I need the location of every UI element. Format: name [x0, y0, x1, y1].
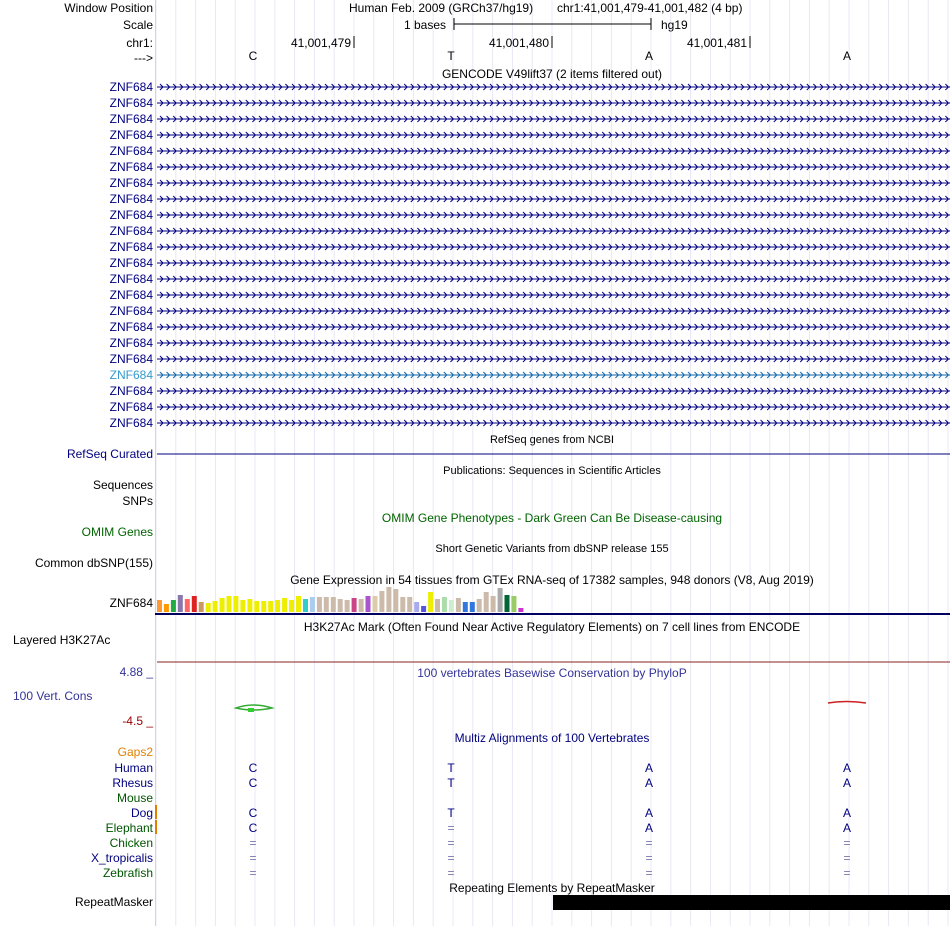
gtex-tissue-bar[interactable]	[414, 602, 419, 612]
base-letter: C	[248, 49, 258, 63]
gencode-gene-label[interactable]: ZNF684	[109, 96, 153, 110]
gencode-track	[157, 84, 950, 426]
gencode-gene-label[interactable]: ZNF684	[109, 192, 153, 206]
gencode-gene-label[interactable]: ZNF684	[109, 160, 153, 174]
gtex-tissue-bar[interactable]	[366, 596, 371, 612]
refseq-title: RefSeq genes from NCBI	[489, 434, 615, 446]
gencode-transcript[interactable]	[157, 228, 950, 234]
gencode-gene-label[interactable]: ZNF684	[109, 352, 153, 366]
gencode-gene-label[interactable]: ZNF684	[109, 336, 153, 350]
gtex-tissue-bar[interactable]	[157, 600, 162, 612]
repeatmasker-track-label[interactable]: RepeatMasker	[74, 895, 153, 909]
gencode-gene-label[interactable]: ZNF684	[109, 176, 153, 190]
gtex-title: Gene Expression in 54 tissues from GTEx RNA-seq of 17382 samples, 948 donors (V8, Aug 2019)	[290, 573, 814, 587]
species-label[interactable]: Chicken	[109, 836, 153, 850]
aligned-base: =	[447, 836, 455, 850]
gencode-transcript[interactable]	[157, 132, 950, 138]
gencode-gene-label[interactable]: ZNF684	[109, 400, 153, 414]
aligned-base: C	[248, 821, 258, 835]
db-text: hg19	[661, 18, 688, 32]
conservation-marks	[236, 702, 866, 713]
gencode-transcript[interactable]	[157, 212, 950, 218]
gencode-gene-label[interactable]: ZNF684	[109, 288, 153, 302]
gtex-tissue-bar[interactable]	[240, 600, 245, 612]
aligned-base: A	[842, 821, 852, 835]
gtex-tissue-bar[interactable]	[213, 601, 218, 612]
snps-track-label[interactable]: SNPs	[122, 494, 153, 508]
aligned-base: =	[249, 836, 257, 850]
aligned-base: A	[842, 776, 852, 790]
base-letter: A	[644, 49, 654, 63]
gtex-tissue-bar[interactable]	[400, 597, 405, 612]
gtex-tissue-bar[interactable]	[386, 587, 391, 612]
aligned-base: =	[249, 866, 257, 880]
conservation-mark-negative	[828, 702, 866, 704]
gencode-gene-label[interactable]: ZNF684	[109, 384, 153, 398]
gtex-tissue-bar[interactable]	[310, 597, 315, 612]
gencode-transcript[interactable]	[157, 148, 950, 154]
refseq-track-label[interactable]: RefSeq Curated	[66, 447, 153, 461]
gtex-tissue-bar[interactable]	[303, 599, 308, 612]
gencode-gene-label[interactable]: ZNF684	[109, 224, 153, 238]
base-letter: A	[842, 49, 852, 63]
gtex-tissue-bar[interactable]	[164, 604, 169, 612]
scale-label: Scale	[122, 18, 153, 32]
aligned-base: T	[447, 806, 455, 820]
gencode-gene-label[interactable]: ZNF684	[109, 320, 153, 334]
conservation-track-label[interactable]: 100 Vert. Cons	[13, 689, 93, 703]
gencode-transcript[interactable]	[157, 420, 950, 426]
gencode-gene-label[interactable]: ZNF684	[109, 80, 153, 94]
gtex-tissue-bar[interactable]	[282, 598, 287, 612]
gtex-tissue-bar[interactable]	[442, 597, 447, 612]
aligned-base: =	[645, 836, 653, 850]
gencode-gene-label[interactable]: ZNF684	[109, 208, 153, 222]
gencode-gene-label[interactable]: ZNF684	[109, 256, 153, 270]
gtex-tissue-bar[interactable]	[470, 602, 475, 612]
gencode-transcript[interactable]	[157, 116, 950, 122]
gtex-tissue-bar[interactable]	[373, 596, 378, 612]
h3k27ac-title: H3K27Ac Mark (Often Found Near Active Regulatory Elements) on 7 cell lines from ENCODE	[303, 620, 801, 634]
coord-label: 41,001,481	[686, 36, 747, 50]
aligned-base: A	[644, 806, 654, 820]
aligned-base: C	[248, 806, 258, 820]
gtex-tissue-bar[interactable]	[449, 600, 454, 612]
gencode-transcript[interactable]	[157, 196, 950, 202]
gtex-tissue-bar[interactable]	[233, 596, 238, 612]
aligned-base: =	[843, 866, 851, 880]
assembly-text: Human Feb. 2009 (GRCh37/hg19)	[349, 1, 534, 15]
aligned-base: =	[843, 851, 851, 865]
gtex-tissue-bar[interactable]	[456, 598, 461, 612]
conservation-min-label: -4.5 _	[122, 714, 153, 728]
gtex-tissue-bar[interactable]	[268, 601, 273, 612]
aligned-base: A	[842, 761, 852, 775]
chrom-label: chr1:	[126, 36, 153, 50]
gtex-tissue-bar[interactable]	[491, 596, 496, 612]
conservation-title: 100 vertebrates Basewise Conservation by PhyloP	[417, 666, 687, 680]
gencode-gene-label[interactable]: ZNF684	[109, 368, 153, 382]
publications-track-label[interactable]: Sequences	[92, 478, 153, 492]
gtex-tissue-bar[interactable]	[345, 600, 350, 612]
gtex-tissue-bar[interactable]	[477, 599, 482, 612]
base-letter: T	[447, 49, 455, 63]
aligned-base: =	[645, 851, 653, 865]
coord-label: 41,001,479	[290, 36, 351, 50]
gtex-tissue-bar[interactable]	[254, 601, 259, 612]
gencode-transcript[interactable]	[157, 356, 950, 362]
gtex-tissue-bar[interactable]	[421, 606, 426, 612]
gencode-transcript[interactable]	[157, 388, 950, 394]
gencode-gene-label[interactable]: ZNF684	[109, 304, 153, 318]
gtex-tissue-bar[interactable]	[317, 597, 322, 612]
aligned-base: A	[644, 776, 654, 790]
species-label[interactable]: Elephant	[105, 821, 153, 835]
aligned-base: A	[842, 806, 852, 820]
gtex-bar-chart	[157, 587, 523, 612]
gtex-tissue-bar[interactable]	[185, 599, 190, 612]
gaps-track-label[interactable]: Gaps2	[117, 745, 153, 759]
gtex-tissue-bar[interactable]	[227, 596, 232, 612]
dbsnp-title: Short Genetic Variants from dbSNP release 155	[435, 543, 669, 555]
gtex-tissue-bar[interactable]	[511, 596, 516, 612]
gtex-tissue-bar[interactable]	[178, 595, 183, 612]
coord-label: 41,001,480	[488, 36, 549, 50]
gtex-tissue-bar[interactable]	[331, 597, 336, 612]
gencode-transcript[interactable]	[157, 372, 950, 378]
gencode-gene-label[interactable]: ZNF684	[109, 416, 153, 430]
gtex-track-label[interactable]: ZNF684	[109, 596, 153, 610]
gencode-transcript[interactable]	[157, 180, 950, 186]
gtex-tissue-bar[interactable]	[407, 597, 412, 612]
gencode-transcript[interactable]	[157, 100, 950, 106]
aligned-base: =	[447, 821, 455, 835]
publications-title: Publications: Sequences in Scientific Articles	[443, 465, 661, 477]
aligned-base: =	[843, 836, 851, 850]
gencode-gene-label[interactable]: ZNF684	[109, 272, 153, 286]
aligned-base: =	[447, 851, 455, 865]
multiz-alignment	[249, 761, 851, 880]
gencode-transcript[interactable]	[157, 324, 950, 330]
gtex-tissue-bar[interactable]	[435, 599, 440, 612]
position-text[interactable]: chr1:41,001,479-41,001,482 (4 bp)	[557, 1, 743, 15]
gtex-tissue-bar[interactable]	[428, 592, 433, 612]
gtex-tissue-bar[interactable]	[324, 597, 329, 612]
gtex-tissue-bar[interactable]	[220, 598, 225, 612]
gencode-transcript[interactable]	[157, 340, 950, 346]
gtex-tissue-bar[interactable]	[505, 595, 510, 612]
repeatmasker-block[interactable]	[553, 895, 950, 910]
gtex-tissue-bar[interactable]	[199, 602, 204, 612]
gencode-gene-label[interactable]: ZNF684	[109, 240, 153, 254]
gtex-tissue-bar[interactable]	[206, 603, 211, 612]
gencode-transcript[interactable]	[157, 404, 950, 410]
gencode-title: GENCODE V49lift37 (2 items filtered out)	[441, 67, 663, 81]
gtex-tissue-bar[interactable]	[518, 608, 523, 612]
aligned-base: T	[447, 761, 455, 775]
dbsnp-track-label[interactable]: Common dbSNP(155)	[34, 556, 153, 570]
gencode-transcript[interactable]	[157, 292, 950, 298]
species-label[interactable]: X_tropicalis	[90, 851, 153, 865]
gtex-tissue-bar[interactable]	[484, 592, 489, 612]
gtex-tissue-bar[interactable]	[296, 596, 301, 612]
strand-label: --->	[134, 51, 153, 65]
gencode-gene-label[interactable]: ZNF684	[109, 144, 153, 158]
gtex-tissue-bar[interactable]	[393, 589, 398, 612]
species-label[interactable]: Zebrafish	[102, 866, 153, 880]
gtex-tissue-bar[interactable]	[498, 588, 503, 612]
species-label[interactable]: Mouse	[116, 791, 153, 805]
gencode-gene-label[interactable]: ZNF684	[109, 128, 153, 142]
gencode-transcript[interactable]	[157, 164, 950, 170]
gtex-tissue-bar[interactable]	[359, 599, 364, 612]
base-sequence	[249, 49, 851, 63]
gencode-gene-label[interactable]: ZNF684	[109, 112, 153, 126]
h3k27ac-track-label[interactable]: Layered H3K27Ac	[13, 633, 111, 647]
coordinate-ruler	[291, 36, 750, 50]
aligned-base: C	[248, 776, 258, 790]
gtex-tissue-bar[interactable]	[247, 599, 252, 612]
species-label[interactable]: Human	[114, 761, 153, 775]
gencode-transcript[interactable]	[157, 84, 950, 90]
aligned-base: T	[447, 776, 455, 790]
gtex-tissue-bar[interactable]	[261, 601, 266, 612]
gtex-tissue-bar[interactable]	[289, 600, 294, 612]
species-label[interactable]: Dog	[130, 806, 153, 820]
gtex-tissue-bar[interactable]	[338, 599, 343, 612]
gencode-transcript[interactable]	[157, 276, 950, 282]
aligned-base: =	[447, 866, 455, 880]
gtex-tissue-bar[interactable]	[352, 598, 357, 612]
scale-text: 1 bases	[404, 18, 447, 32]
aligned-base: A	[644, 821, 654, 835]
repeatmasker-title: Repeating Elements by RepeatMasker	[449, 881, 655, 895]
gtex-tissue-bar[interactable]	[463, 602, 468, 612]
gtex-tissue-bar[interactable]	[171, 600, 176, 612]
omim-title: OMIM Gene Phenotypes - Dark Green Can Be Disease-causing	[381, 511, 723, 525]
gencode-transcript[interactable]	[157, 260, 950, 266]
gtex-tissue-bar[interactable]	[275, 600, 280, 612]
gencode-transcript[interactable]	[157, 244, 950, 250]
conservation-bar	[248, 708, 254, 712]
gtex-tissue-bar[interactable]	[192, 596, 197, 612]
aligned-base: =	[249, 851, 257, 865]
conservation-max-label: 4.88 _	[119, 665, 153, 679]
base-gridlines	[156, 0, 948, 926]
species-label[interactable]: Rhesus	[112, 776, 153, 790]
gtex-tissue-bar[interactable]	[379, 591, 384, 612]
aligned-base: C	[248, 761, 258, 775]
aligned-base: =	[645, 866, 653, 880]
multiz-title: Multiz Alignments of 100 Vertebrates	[454, 731, 650, 745]
aligned-base: A	[644, 761, 654, 775]
gencode-transcript[interactable]	[157, 308, 950, 314]
window-position-label: Window Position	[64, 1, 153, 15]
omim-track-label[interactable]: OMIM Genes	[81, 525, 153, 539]
